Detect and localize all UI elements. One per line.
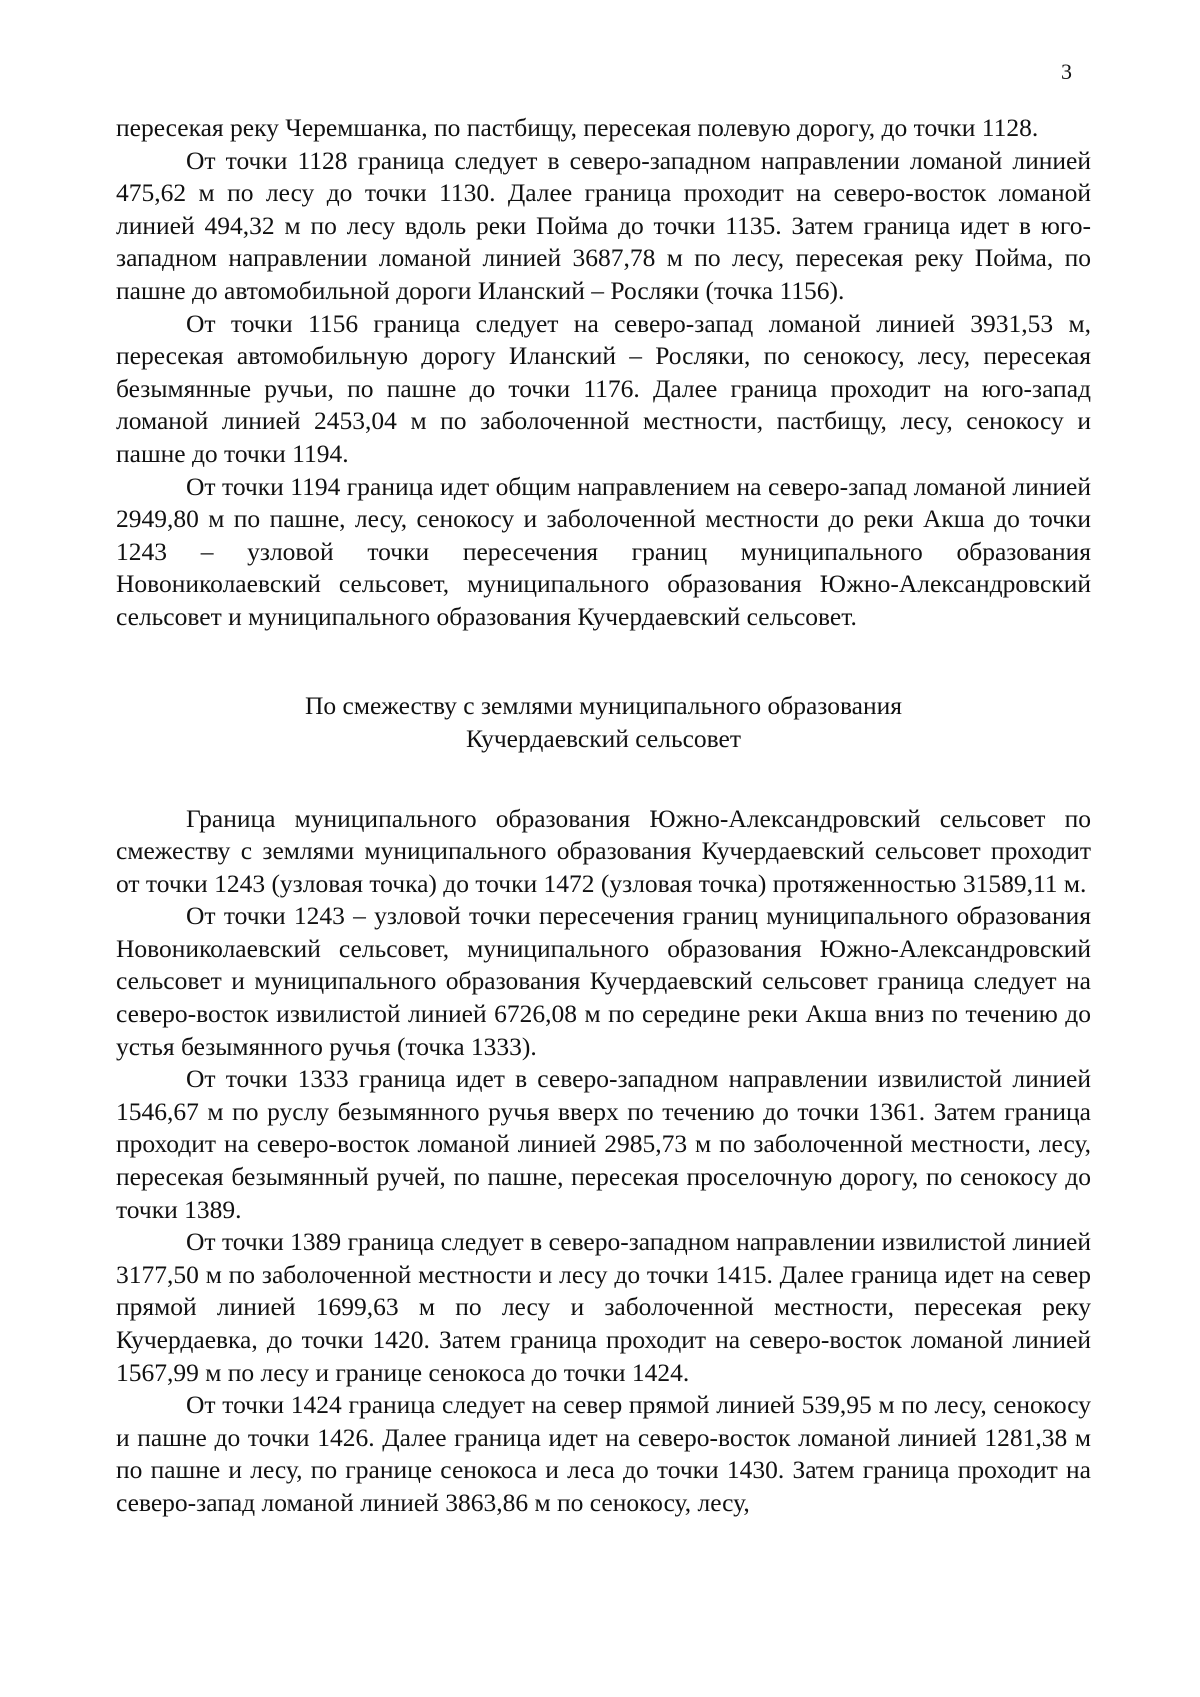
document-body xyxy=(116,112,1091,1520)
paragraph: От точки 1389 граница следует в северо-западном направлении извилистой линией 3177,50 м по заболоченной местности и лесу до точки 1415. Далее граница идет на север прямой линией 1699,63 м по лесу и заболоченной местности, пересекая реку Кучердаевка, до точки 1420. Затем граница проходит на северо-восток ломаной линией 1567,99 м по лесу и границе сенокоса до точки 1424. xyxy=(116,1227,1091,1387)
paragraph: пересекая реку Черемшанка, по пастбищу, пересекая полевую дорогу, до точки 1128. xyxy=(116,113,1039,142)
paragraph: От точки 1243 – узловой точки пересечения границ муниципального образования Новониколаевский сельсовет, муниципального образования Южно-Александровский сельсовет и муниципального образования Кучердаевский сельсовет граница следует на северо-восток извилистой линией 6726,08 м по середине реки Акша вниз по течению до устья безымянного ручья (точка 1333). xyxy=(116,901,1091,1061)
paragraph: От точки 1333 граница идет в северо-западном направлении извилистой линией 1546,67 м по руслу безымянного ручья вверх по течению до точки 1361. Затем граница проходит на северо-восток ломаной линией 2985,73 м по заболоченной местности, лесу, пересекая безымянный ручей, по пашне, пересекая проселочную дорогу, по сенокосу до точки 1389. xyxy=(116,1064,1091,1224)
section-heading-line: Кучердаевский сельсовет xyxy=(466,723,741,753)
page-number: 3 xyxy=(1061,59,1072,84)
paragraph: От точки 1156 граница следует на северо-запад ломаной линией 3931,53 м, пересекая автомобильную дорогу Иланский – Росляки, по сенокосу, лесу, пересекая безымянные ручьи, по пашне до точки 1176. Далее граница проходит на юго-запад ломаной линией 2453,04 м по заболоченной местности, пастбищу, лесу, сенокосу и пашне до точки 1194. xyxy=(116,308,1091,468)
paragraph: От точки 1424 граница следует на север прямой линией 539,95 м по лесу, сенокосу и пашне до точки 1426. Далее граница идет на северо-восток ломаной линией 1281,38 м по пашне и лесу, по границе сенокоса и леса до точки 1430. Затем граница проходит на северо-запад ломаной линией 3863,86 м по сенокосу, лесу, xyxy=(116,1390,1091,1517)
paragraph: От точки 1128 граница следует в северо-западном направлении ломаной линией 475,62 м по лесу до точки 1130. Далее граница проходит на северо-восток ломаной линией 494,32 м по лесу вдоль реки Пойма до точки 1135. Затем граница идет в юго-западном направлении ломаной линией 3687,78 м по лесу, пересекая реку Пойма, по пашне до автомобильной дороги Иланский – Росляки (точка 1156). xyxy=(116,145,1091,305)
paragraph: Граница муниципального образования Южно-Александровский сельсовет по смежеству с землями муниципального образования Кучердаевский сельсовет проходит от точки 1243 (узловая точка) до точки 1472 (узловая точка) протяженностью 31589,11 м. xyxy=(116,803,1091,898)
section-heading xyxy=(116,689,1091,755)
paragraph: От точки 1194 граница идет общим направлением на северо-запад ломаной линией 2949,80 м по пашне, лесу, сенокосу и заболоченной местности до реки Акша до точки 1243 – узловой точки пересечения границ муниципального образования Новониколаевский сельсовет, муниципального образования Южно-Александровский сельсовет и муниципального образования Кучердаевский сельсовет. xyxy=(116,471,1091,631)
section-heading-line: По смежеству с землями муниципального образования xyxy=(304,690,902,720)
